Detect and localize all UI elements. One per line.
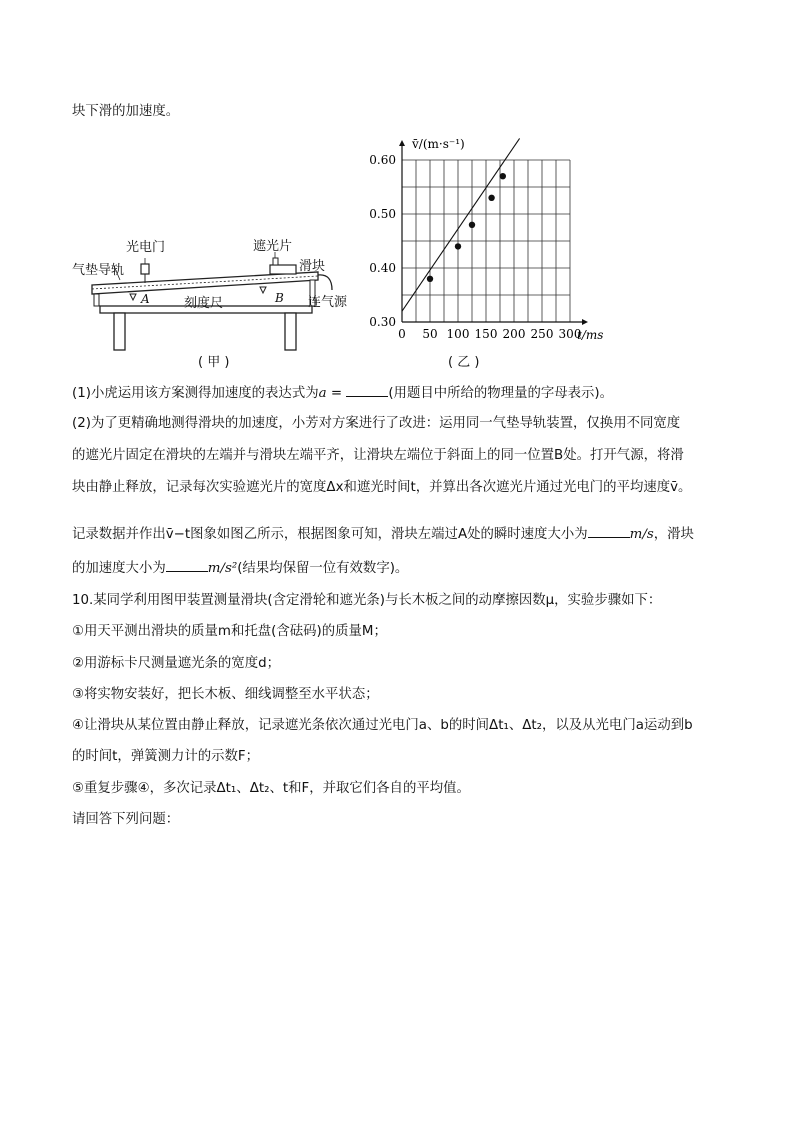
label-point-a: A bbox=[141, 292, 150, 306]
gate-b-marker bbox=[260, 287, 266, 293]
label-ruler: 刻度尺 bbox=[184, 296, 224, 311]
table-leg-left bbox=[114, 313, 125, 350]
x-axis-label: t/ms bbox=[577, 328, 604, 342]
x-tick-label: 100 bbox=[446, 327, 470, 341]
label-point-b: B bbox=[275, 291, 284, 305]
q2-line-5 bbox=[72, 557, 408, 579]
data-point bbox=[488, 195, 494, 201]
q2-unit-acceleration: m/s² bbox=[207, 561, 238, 576]
y-axis-label: v̄/(m·s⁻¹) bbox=[412, 137, 465, 151]
fit-line bbox=[402, 138, 520, 311]
ask-text: 请回答下列问题： bbox=[72, 812, 180, 827]
air-track bbox=[92, 272, 318, 294]
x-tick-label: 150 bbox=[474, 327, 498, 341]
q1-blank[interactable] bbox=[346, 382, 388, 397]
y-tick-label: 0.50 bbox=[369, 207, 396, 221]
q2-text-5b: (结果均保留一位有效数字)。 bbox=[237, 561, 409, 576]
y-tick-label: 0.60 bbox=[369, 153, 396, 167]
q2-blank-acceleration[interactable] bbox=[166, 557, 208, 572]
caption-figure-b: ( 乙 ) bbox=[448, 355, 480, 370]
q1-eq: = bbox=[326, 386, 347, 401]
y-tick-label: 0.40 bbox=[369, 261, 396, 275]
label-air-source: 连气源 bbox=[308, 295, 348, 310]
q2-line-2: 的遮光片固定在滑块的左端并与滑块左端平齐，让滑块左端位于斜面上的同一位置B处。打开气源，将滑 bbox=[72, 448, 684, 463]
q2-text-4a: 记录数据并作出v̄−t图象如图乙所示，根据图象可知，滑块左端过A处的瞬时速度大小为 bbox=[72, 527, 588, 542]
data-point bbox=[469, 222, 475, 228]
label-photogate: 光电门 bbox=[126, 240, 166, 255]
slider-block bbox=[270, 265, 296, 274]
data-point bbox=[500, 173, 506, 179]
intro-text: 块下滑的加速度。 bbox=[72, 104, 180, 119]
x-tick-label: 0 bbox=[398, 327, 406, 341]
x-tick-label: 250 bbox=[530, 327, 554, 341]
data-point bbox=[427, 276, 433, 282]
step-3: ③将实物安装好，把长木板、细线调整至水平状态； bbox=[72, 687, 379, 702]
step-4-line-1: ④让滑块从某位置由静止释放，记录遮光条依次通过光电门a、b的时间Δt₁、Δt₂，以及从光电门a运动到b bbox=[72, 718, 693, 733]
q2-blank-velocity[interactable] bbox=[588, 523, 630, 538]
velocity-time-chart bbox=[362, 132, 622, 352]
q2-text-4b: ，滑块 bbox=[653, 527, 694, 542]
q2-line-3: 块由静止释放，记录每次实验遮光片的宽度Δx和遮光时间t，并算出各次遮光片通过光电门的平均速度v̄。 bbox=[72, 480, 692, 495]
q1-text-b: (用题目中所给的物理量的字母表示)。 bbox=[388, 386, 614, 401]
label-shade: 遮光片 bbox=[253, 239, 293, 254]
q1-line bbox=[72, 382, 613, 404]
x-tick-label: 50 bbox=[422, 327, 438, 341]
label-air-track: 气垫导轨 bbox=[72, 263, 125, 278]
y-axis-arrow bbox=[399, 140, 405, 146]
problem-10-title: 10.某同学利用图甲装置测量滑块(含定滑轮和遮光条)与长木板之间的动摩擦因数μ，实验步骤如下： bbox=[72, 593, 662, 608]
q1-var: a bbox=[318, 386, 327, 401]
air-tube bbox=[318, 275, 332, 290]
table-leg-right bbox=[285, 313, 296, 350]
q2-unit-velocity: m/s bbox=[629, 527, 654, 542]
q1-text-a: (1)小虎运用该方案测得加速度的表达式为 bbox=[72, 386, 319, 401]
x-tick-label: 200 bbox=[502, 327, 526, 341]
q2-line-1: (2)为了更精确地测得滑块的加速度，小芳对方案进行了改进：运用同一气垫导轨装置，仅换用不同宽度 bbox=[72, 416, 681, 431]
shade-plate bbox=[273, 258, 278, 265]
step-5: ⑤重复步骤④，多次记录Δt₁、Δt₂、t和F，并取它们各自的平均值。 bbox=[72, 781, 470, 796]
q2-text-5a: 的加速度大小为 bbox=[72, 561, 166, 576]
label-slider: 滑块 bbox=[299, 259, 326, 274]
x-axis-arrow bbox=[582, 319, 588, 325]
photogate-box bbox=[141, 264, 149, 274]
step-4-line-2: 的时间t，弹簧测力计的示数F； bbox=[72, 749, 260, 764]
step-1: ①用天平测出滑块的质量m和托盘(含砝码)的质量M； bbox=[72, 624, 387, 639]
caption-figure-a: ( 甲 ) bbox=[198, 355, 230, 370]
gate-a-marker bbox=[130, 294, 136, 300]
step-2: ②用游标卡尺测量遮光条的宽度d； bbox=[72, 656, 280, 671]
y-tick-label: 0.30 bbox=[369, 315, 396, 329]
q2-line-4 bbox=[72, 523, 694, 545]
data-point bbox=[455, 243, 461, 249]
x-tick-label: 300 bbox=[558, 327, 582, 341]
